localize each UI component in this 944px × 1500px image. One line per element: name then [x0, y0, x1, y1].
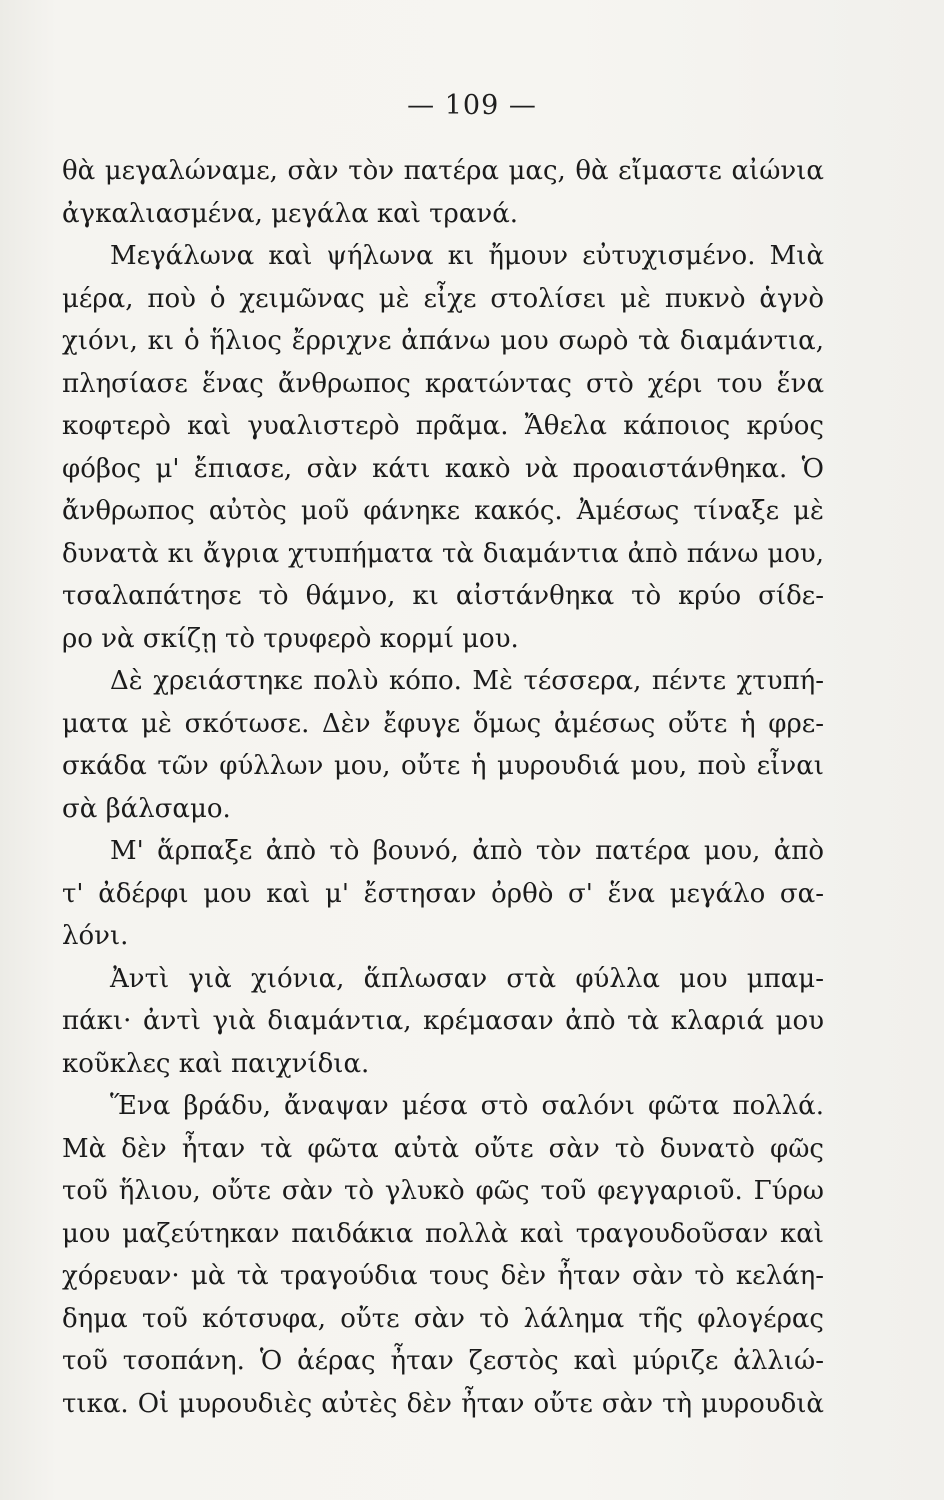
text-line: χιόνι, κι ὁ ἥλιος ἔρριχνε ἀπάνω μου σωρὸ τὰ διαμάντια,: [62, 326, 824, 356]
text-line: πάκι· ἀντὶ γιὰ διαμάντια, κρέμασαν ἀπὸ τὰ κλαριά μου: [62, 1006, 824, 1036]
text-line: σὰ βάλσαμο.: [62, 793, 231, 824]
text-line: κοφτερὸ καὶ γυαλιστερὸ πρᾶμα. Ἄθελα κάποιος κρύος: [62, 411, 824, 441]
text-line: πλησίασε ἕνας ἄνθρωπος κρατώντας στὸ χέρι του ἕνα: [62, 368, 824, 399]
text-line: ἄνθρωπος αὐτὸς μοῦ φάνηκε κακός. Ἀμέσως τίναξε μὲ: [62, 496, 824, 526]
text-line: κοῦκλες καὶ παιχνίδια.: [62, 1048, 370, 1079]
body-text: [62, 150, 824, 1425]
text-line: ρο νὰ σκίζῃ τὸ τρυφερὸ κορμί μου.: [62, 623, 519, 654]
text-line: τοῦ ἥλιου, οὔτε σὰν τὸ γλυκὸ φῶς τοῦ φεγγαριοῦ. Γύρω: [62, 1176, 824, 1206]
text-line: χόρευαν· μὰ τὰ τραγούδια τους δὲν ἦταν σὰν τὸ κελάη-: [62, 1261, 824, 1291]
text-line: μου μαζεύτηκαν παιδάκια πολλὰ καὶ τραγουδοῦσαν καὶ: [62, 1218, 824, 1249]
text-line: τ' ἀδέρφι μου καὶ μ' ἔστησαν ὀρθὸ σ' ἕνα μεγάλο σα-: [62, 878, 824, 909]
text-line: Ἀντὶ γιὰ χιόνια, ἅπλωσαν στὰ φύλλα μου μπαμ-: [110, 963, 824, 994]
text-line: τικα. Οἱ μυρουδιὲς αὐτὲς δὲν ἦταν οὔτε σὰν τὴ μυρουδιὰ: [62, 1388, 824, 1419]
text-line: Μ' ἅρπαξε ἀπὸ τὸ βουνό, ἀπὸ τὸν πατέρα μου, ἀπὸ: [110, 836, 824, 866]
text-line: ἀγκαλιασμένα, μεγάλα καὶ τρανά.: [62, 198, 519, 229]
text-line: θὰ μεγαλώναμε, σὰν τὸν πατέρα μας, θὰ εἴμαστε αἰώνια: [62, 156, 824, 186]
text-line: Δὲ χρειάστηκε πολὺ κόπο. Μὲ τέσσερα, πέντε χτυπή-: [110, 666, 824, 696]
text-line: δυνατὰ κι ἄγρια χτυπήματα τὰ διαμάντια ἀπὸ πάνω μου,: [62, 538, 824, 569]
text-line: τοῦ τσοπάνη. Ὁ ἀέρας ἦταν ζεστὸς καὶ μύριζε ἀλλιώ-: [62, 1346, 824, 1376]
text-line: λόνι.: [62, 921, 129, 951]
text-line: τσαλαπάτησε τὸ θάμνο, κι αἰστάνθηκα τὸ κρύο σίδε-: [62, 581, 824, 611]
text-line: μέρα, ποὺ ὁ χειμῶνας μὲ εἶχε στολίσει μὲ πυκνὸ ἁγνὸ: [62, 283, 824, 314]
text-line: ματα μὲ σκότωσε. Δὲν ἔφυγε ὅμως ἀμέσως οὔτε ἡ φρε-: [62, 708, 824, 739]
text-line: Μὰ δὲν ἦταν τὰ φῶτα αὐτὰ οὔτε σὰν τὸ δυνατὸ φῶς: [62, 1133, 824, 1164]
text-line: σκάδα τῶν φύλλων μου, οὔτε ἡ μυρουδιά μου, ποὺ εἶναι: [62, 751, 824, 781]
text-line: φόβος μ' ἔπιασε, σὰν κάτι κακὸ νὰ προαιστάνθηκα. Ὁ: [62, 453, 824, 484]
text-line: Μεγάλωνα καὶ ψήλωνα κι ἤμουν εὐτυχισμένο. Μιὰ: [110, 241, 824, 271]
text-line: δημα τοῦ κότσυφα, οὔτε σὰν τὸ λάλημα τῆς φλογέρας: [62, 1303, 824, 1334]
text-line: Ἕνα βράδυ, ἄναψαν μέσα στὸ σαλόνι φῶτα πολλά.: [110, 1091, 824, 1121]
page-number: — 109 —: [407, 90, 537, 121]
